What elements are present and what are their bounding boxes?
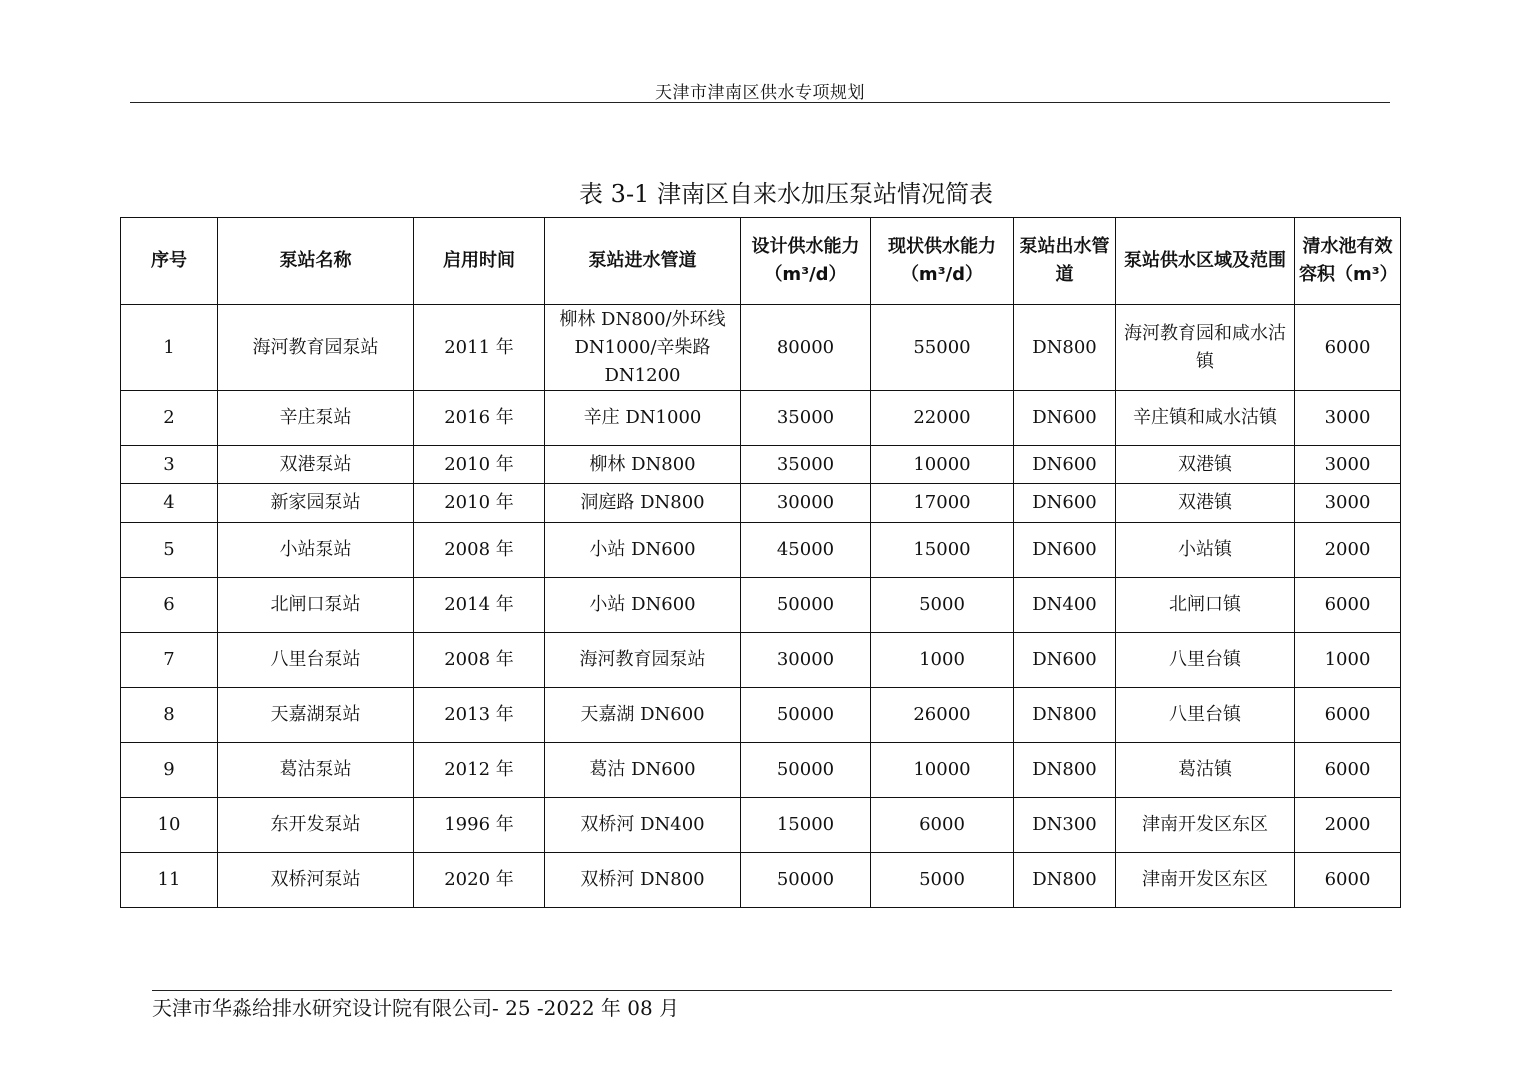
- table-cell: 柳林 DN800/外环线DN1000/辛柴路DN1200: [545, 305, 741, 391]
- table-cell: 3000: [1295, 391, 1401, 446]
- table-cell: 6: [121, 578, 218, 633]
- table-header-row: [121, 218, 1401, 305]
- table-cell: 辛庄 DN1000: [545, 391, 741, 446]
- footer-divider: [152, 990, 1392, 991]
- table-cell: 4: [121, 484, 218, 523]
- table-cell: 45000: [741, 523, 871, 578]
- table-cell: 6000: [1295, 305, 1401, 391]
- table-cell: 八里台镇: [1116, 688, 1295, 743]
- table-cell: 小站泵站: [218, 523, 414, 578]
- table-cell: 8: [121, 688, 218, 743]
- table-cell: 9: [121, 743, 218, 798]
- table-cell: DN800: [1014, 305, 1116, 391]
- table-cell: 2016 年: [414, 391, 545, 446]
- table-cell: 35000: [741, 391, 871, 446]
- table-cell: 2000: [1295, 798, 1401, 853]
- table-cell: 50000: [741, 578, 871, 633]
- table-cell: 新家园泵站: [218, 484, 414, 523]
- table-caption: 表 3-1 津南区自来水加压泵站情况简表: [579, 180, 993, 208]
- table-cell: DN800: [1014, 743, 1116, 798]
- table-cell: 11: [121, 853, 218, 908]
- table-cell: 葛沽镇: [1116, 743, 1295, 798]
- table-cell: 辛庄镇和咸水沽镇: [1116, 391, 1295, 446]
- header-divider: [130, 102, 1390, 103]
- table-cell: 双桥河 DN400: [545, 798, 741, 853]
- column-header: 设计供水能力（m³/d）: [741, 218, 871, 305]
- table-cell: 天嘉湖泵站: [218, 688, 414, 743]
- table-cell: DN600: [1014, 446, 1116, 484]
- table-cell: 2008 年: [414, 523, 545, 578]
- table-cell: 北闸口镇: [1116, 578, 1295, 633]
- table-row: [121, 798, 1401, 853]
- table-cell: DN600: [1014, 633, 1116, 688]
- column-header: 泵站供水区域及范围: [1116, 218, 1295, 305]
- table-cell: 八里台泵站: [218, 633, 414, 688]
- column-header: 泵站出水管道: [1014, 218, 1116, 305]
- table-row: [121, 305, 1401, 391]
- table-cell: 海河教育园和咸水沽镇: [1116, 305, 1295, 391]
- table-cell: 15000: [741, 798, 871, 853]
- table-cell: 津南开发区东区: [1116, 798, 1295, 853]
- table-cell: 1000: [871, 633, 1014, 688]
- table-cell: DN600: [1014, 523, 1116, 578]
- table-cell: 双港镇: [1116, 484, 1295, 523]
- table-row: [121, 446, 1401, 484]
- table-cell: 东开发泵站: [218, 798, 414, 853]
- table-cell: 北闸口泵站: [218, 578, 414, 633]
- table-row: [121, 578, 1401, 633]
- table-cell: 3000: [1295, 484, 1401, 523]
- table-cell: DN600: [1014, 484, 1116, 523]
- column-header: 启用时间: [414, 218, 545, 305]
- table-cell: 5000: [871, 853, 1014, 908]
- table-cell: 6000: [871, 798, 1014, 853]
- table-cell: 洞庭路 DN800: [545, 484, 741, 523]
- table-cell: 双港泵站: [218, 446, 414, 484]
- table-row: [121, 853, 1401, 908]
- table-cell: 1996 年: [414, 798, 545, 853]
- table-cell: 22000: [871, 391, 1014, 446]
- table-row: [121, 391, 1401, 446]
- table-cell: 50000: [741, 853, 871, 908]
- table-cell: 2010 年: [414, 446, 545, 484]
- table-cell: 2: [121, 391, 218, 446]
- table-cell: 柳林 DN800: [545, 446, 741, 484]
- table-cell: 35000: [741, 446, 871, 484]
- table-cell: 7: [121, 633, 218, 688]
- table-cell: 海河教育园泵站: [545, 633, 741, 688]
- column-header: 序号: [121, 218, 218, 305]
- table-cell: 2013 年: [414, 688, 545, 743]
- table-cell: 2000: [1295, 523, 1401, 578]
- table-cell: 天嘉湖 DN600: [545, 688, 741, 743]
- table-cell: 6000: [1295, 743, 1401, 798]
- table-cell: 6000: [1295, 688, 1401, 743]
- table-cell: 双港镇: [1116, 446, 1295, 484]
- table-cell: 2020 年: [414, 853, 545, 908]
- table-cell: 小站 DN600: [545, 578, 741, 633]
- table-cell: DN400: [1014, 578, 1116, 633]
- table-cell: 津南开发区东区: [1116, 853, 1295, 908]
- table-cell: 80000: [741, 305, 871, 391]
- table-cell: 2014 年: [414, 578, 545, 633]
- table-cell: DN300: [1014, 798, 1116, 853]
- table-cell: 17000: [871, 484, 1014, 523]
- table-cell: 葛沽 DN600: [545, 743, 741, 798]
- column-header: 泵站名称: [218, 218, 414, 305]
- table-cell: 2010 年: [414, 484, 545, 523]
- table-cell: 50000: [741, 688, 871, 743]
- table-cell: 55000: [871, 305, 1014, 391]
- table-cell: 2008 年: [414, 633, 545, 688]
- table-cell: 5: [121, 523, 218, 578]
- table-row: [121, 523, 1401, 578]
- table-cell: 葛沽泵站: [218, 743, 414, 798]
- table-cell: 双桥河泵站: [218, 853, 414, 908]
- table-row: [121, 743, 1401, 798]
- page-header-title: 天津市津南区供水专项规划: [655, 83, 865, 103]
- column-header: 现状供水能力（m³/d）: [871, 218, 1014, 305]
- table-cell: DN800: [1014, 853, 1116, 908]
- table-cell: 10000: [871, 743, 1014, 798]
- table-cell: 2011 年: [414, 305, 545, 391]
- page-footer: 天津市华淼给排水研究设计院有限公司- 25 -2022 年 08 月: [152, 996, 680, 1020]
- table-cell: 10000: [871, 446, 1014, 484]
- table-cell: 双桥河 DN800: [545, 853, 741, 908]
- table-cell: 30000: [741, 633, 871, 688]
- pump-station-table: [120, 217, 1401, 908]
- table-cell: 50000: [741, 743, 871, 798]
- table-cell: 辛庄泵站: [218, 391, 414, 446]
- table-cell: 3000: [1295, 446, 1401, 484]
- table-cell: 5000: [871, 578, 1014, 633]
- table-cell: 15000: [871, 523, 1014, 578]
- table-cell: 6000: [1295, 578, 1401, 633]
- column-header: 泵站进水管道: [545, 218, 741, 305]
- table-cell: 小站镇: [1116, 523, 1295, 578]
- table-cell: 6000: [1295, 853, 1401, 908]
- table-cell: 3: [121, 446, 218, 484]
- table-cell: 30000: [741, 484, 871, 523]
- table-cell: 26000: [871, 688, 1014, 743]
- table-cell: 海河教育园泵站: [218, 305, 414, 391]
- table-row: [121, 688, 1401, 743]
- table-cell: DN800: [1014, 688, 1116, 743]
- table-cell: 10: [121, 798, 218, 853]
- table-cell: 1: [121, 305, 218, 391]
- table-row: [121, 633, 1401, 688]
- table-cell: 1000: [1295, 633, 1401, 688]
- table-cell: 八里台镇: [1116, 633, 1295, 688]
- table-row: [121, 484, 1401, 523]
- table-cell: 2012 年: [414, 743, 545, 798]
- table-cell: DN600: [1014, 391, 1116, 446]
- column-header: 清水池有效容积（m³）: [1295, 218, 1401, 305]
- table-cell: 小站 DN600: [545, 523, 741, 578]
